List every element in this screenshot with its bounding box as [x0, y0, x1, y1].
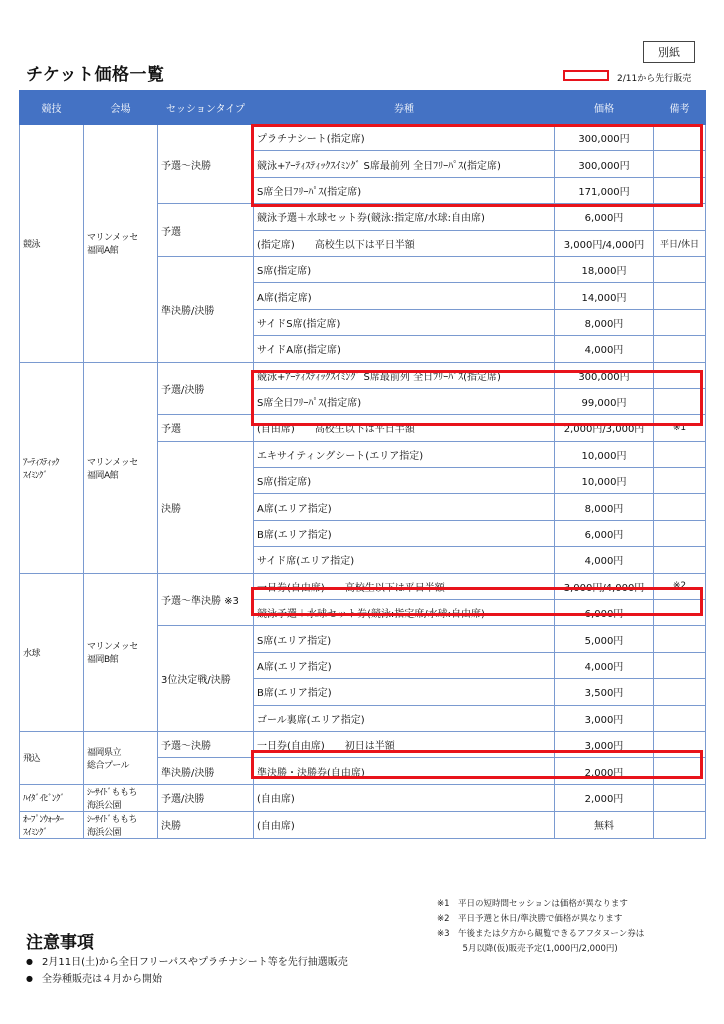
session-type-cell: 予選/決勝: [158, 362, 254, 415]
price-cell: 300,000円: [555, 151, 654, 177]
footnote-1: ※1 平日の短時間セッションは価格が異なります: [437, 899, 628, 909]
attachment-label: 別紙: [643, 41, 695, 63]
venue-cell: ｼｰｻｲﾄﾞももち 海浜公園: [84, 811, 158, 838]
note-cell: [654, 547, 706, 573]
ticket-name-cell: S席(指定席): [254, 468, 555, 494]
header-note: 備考: [654, 91, 706, 125]
ticket-name-cell: A席(エリア指定): [254, 652, 555, 678]
price-cell: 3,000円: [555, 731, 654, 757]
price-cell: 4,000円: [555, 547, 654, 573]
table-body: [20, 125, 706, 839]
header-venue: 会場: [84, 91, 158, 125]
venue-cell: ｼｰｻｲﾄﾞももち 海浜公園: [84, 784, 158, 811]
price-cell: 2,000円: [555, 784, 654, 811]
ticket-name-cell: S席(指定席): [254, 256, 555, 282]
table-row: [20, 731, 706, 757]
note-cell: 平日/休日: [654, 230, 706, 256]
ticket-name-cell: S席全日ﾌﾘｰﾊﾟｽ(指定席): [254, 388, 555, 414]
price-cell: 3,500円: [555, 679, 654, 705]
ticket-name-cell: エキサイティングシート(エリア指定): [254, 441, 555, 467]
header-sport: 競技: [20, 91, 84, 125]
ticket-name-cell: サイド席(エリア指定): [254, 547, 555, 573]
ticket-name-cell: プラチナシート(指定席): [254, 125, 555, 151]
footnote-3-cont: 5月以降(仮)販売予定(1,000円/2,000円): [437, 944, 618, 954]
note-cell: [654, 336, 706, 362]
note-cell: [654, 784, 706, 811]
caution-title: 注意事項: [26, 933, 94, 953]
note-cell: ※2: [654, 573, 706, 599]
session-type-cell: 決勝: [158, 441, 254, 573]
caution-list: [26, 954, 348, 988]
ticket-name-cell: 一日券(自由席) 高校生以下は平日半額: [254, 573, 555, 599]
ticket-name-cell: B席(エリア指定): [254, 679, 555, 705]
price-cell: 14,000円: [555, 283, 654, 309]
venue-cell: マリンメッセ 福岡A館: [84, 125, 158, 363]
header-price: 価格: [555, 91, 654, 125]
sport-cell: 飛込: [20, 731, 84, 784]
ticket-name-cell: S席(エリア指定): [254, 626, 555, 652]
venue-cell: マリンメッセ 福岡B館: [84, 573, 158, 731]
ticket-name-cell: (自由席) 高校生以下は平日半額: [254, 415, 555, 441]
price-cell: 4,000円: [555, 336, 654, 362]
note-cell: [654, 256, 706, 282]
price-cell: 6,000円: [555, 520, 654, 546]
sport-cell: 競泳: [20, 125, 84, 363]
note-cell: [654, 731, 706, 757]
note-cell: [654, 652, 706, 678]
price-cell: 3,000円/4,000円: [555, 230, 654, 256]
note-cell: [654, 388, 706, 414]
sport-cell: ｱｰﾃｨｽﾃｨｯｸ ｽｲﾐﾝｸﾞ: [20, 362, 84, 573]
sport-cell: 水球: [20, 573, 84, 731]
footnotes: [437, 897, 644, 957]
note-cell: [654, 468, 706, 494]
session-type-cell: 準決勝/決勝: [158, 758, 254, 784]
ticket-name-cell: 準決勝・決勝券(自由席): [254, 758, 555, 784]
session-type-cell: 予選: [158, 204, 254, 257]
ticket-name-cell: (自由席): [254, 784, 555, 811]
price-cell: 3,000円: [555, 705, 654, 731]
header-ticket-type: 券種: [254, 91, 555, 125]
session-type-cell: 予選/決勝: [158, 784, 254, 811]
note-cell: [654, 177, 706, 203]
footnote-2: ※2 平日予選と休日/準決勝で価格が異なります: [437, 914, 623, 924]
note-cell: [654, 204, 706, 230]
note-cell: [654, 494, 706, 520]
price-cell: 5,000円: [555, 626, 654, 652]
sport-cell: ﾊｲﾀﾞｲﾋﾞﾝｸﾞ: [20, 784, 84, 811]
price-cell: 2,000円/3,000円: [555, 415, 654, 441]
ticket-name-cell: 競泳+ｱｰﾃｨｽﾃｨｯｸｽｲﾐﾝｸﾞ S席最前列 全日ﾌﾘｰﾊﾟｽ(指定席): [254, 362, 555, 388]
venue-cell: 福岡県立 総合プール: [84, 731, 158, 784]
price-cell: 300,000円: [555, 362, 654, 388]
table-row: [20, 811, 706, 838]
price-cell: 6,000円: [555, 204, 654, 230]
session-type-cell: 3位決定戦/決勝: [158, 626, 254, 732]
note-cell: [654, 705, 706, 731]
price-cell: 無料: [555, 811, 654, 838]
ticket-name-cell: ゴール裏席(エリア指定): [254, 705, 555, 731]
page-title: チケット価格一覧: [26, 65, 165, 85]
note-cell: [654, 283, 706, 309]
ticket-name-cell: S席全日ﾌﾘｰﾊﾟｽ(指定席): [254, 177, 555, 203]
legend-text: 2/11から先行販売: [617, 74, 692, 84]
caution-item: ● 全券種販売は４月から開始: [26, 971, 348, 988]
note-cell: [654, 520, 706, 546]
price-cell: 18,000円: [555, 256, 654, 282]
note-cell: [654, 362, 706, 388]
caution-item: ● 2月11日(土)から全日フリーパスやプラチナシート等を先行抽選販売: [26, 954, 348, 971]
price-cell: 4,000円: [555, 652, 654, 678]
price-cell: 10,000円: [555, 441, 654, 467]
note-cell: [654, 811, 706, 838]
ticket-name-cell: サイドA席(指定席): [254, 336, 555, 362]
legend-red-box: [563, 70, 609, 81]
ticket-name-cell: 競泳予選＋水球セット券(競泳:指定席/水球:自由席): [254, 204, 555, 230]
price-cell: 3,000円/4,000円: [555, 573, 654, 599]
price-cell: 8,000円: [555, 309, 654, 335]
session-type-cell: 予選～決勝: [158, 125, 254, 204]
note-cell: ※1: [654, 415, 706, 441]
note-cell: [654, 679, 706, 705]
session-type-cell: 決勝: [158, 811, 254, 838]
ticket-name-cell: (自由席): [254, 811, 555, 838]
note-cell: [654, 151, 706, 177]
note-cell: [654, 125, 706, 151]
ticket-name-cell: A席(エリア指定): [254, 494, 555, 520]
footnote-3: ※3 午後または夕方から観覧できるアフタヌーン券は: [437, 929, 645, 939]
ticket-name-cell: 一日券(自由席) 初日は半額: [254, 731, 555, 757]
venue-cell: マリンメッセ 福岡A館: [84, 362, 158, 573]
session-type-cell: 予選: [158, 415, 254, 441]
price-cell: 2,000円: [555, 758, 654, 784]
ticket-name-cell: A席(指定席): [254, 283, 555, 309]
session-type-cell: 予選～決勝: [158, 731, 254, 757]
price-cell: 171,000円: [555, 177, 654, 203]
price-cell: 99,000円: [555, 388, 654, 414]
note-cell: [654, 600, 706, 626]
ticket-name-cell: 競泳予選＋水球セット券(競泳:指定席/水球:自由席): [254, 600, 555, 626]
header-session-type: セッションタイプ: [158, 91, 254, 125]
note-cell: [654, 626, 706, 652]
ticket-name-cell: B席(エリア指定): [254, 520, 555, 546]
ticket-name-cell: 競泳+ｱｰﾃｨｽﾃｨｯｸｽｲﾐﾝｸﾞ S席最前列 全日ﾌﾘｰﾊﾟｽ(指定席): [254, 151, 555, 177]
price-cell: 300,000円: [555, 125, 654, 151]
sport-cell: ｵｰﾌﾟﾝｳｫｰﾀｰ ｽｲﾐﾝｸﾞ: [20, 811, 84, 838]
table-row: [20, 125, 706, 151]
ticket-name-cell: (指定席) 高校生以下は平日半額: [254, 230, 555, 256]
ticket-name-cell: サイドS席(指定席): [254, 309, 555, 335]
price-cell: 8,000円: [555, 494, 654, 520]
table-row: [20, 784, 706, 811]
session-type-cell: 準決勝/決勝: [158, 256, 254, 362]
price-cell: 10,000円: [555, 468, 654, 494]
ticket-price-table: [19, 90, 706, 839]
session-type-cell: 予選～準決勝 ※3: [158, 573, 254, 626]
note-cell: [654, 309, 706, 335]
price-cell: 6,000円: [555, 600, 654, 626]
table-row: [20, 573, 706, 599]
note-cell: [654, 758, 706, 784]
note-cell: [654, 441, 706, 467]
table-row: [20, 362, 706, 388]
table-header-row: [20, 91, 706, 125]
